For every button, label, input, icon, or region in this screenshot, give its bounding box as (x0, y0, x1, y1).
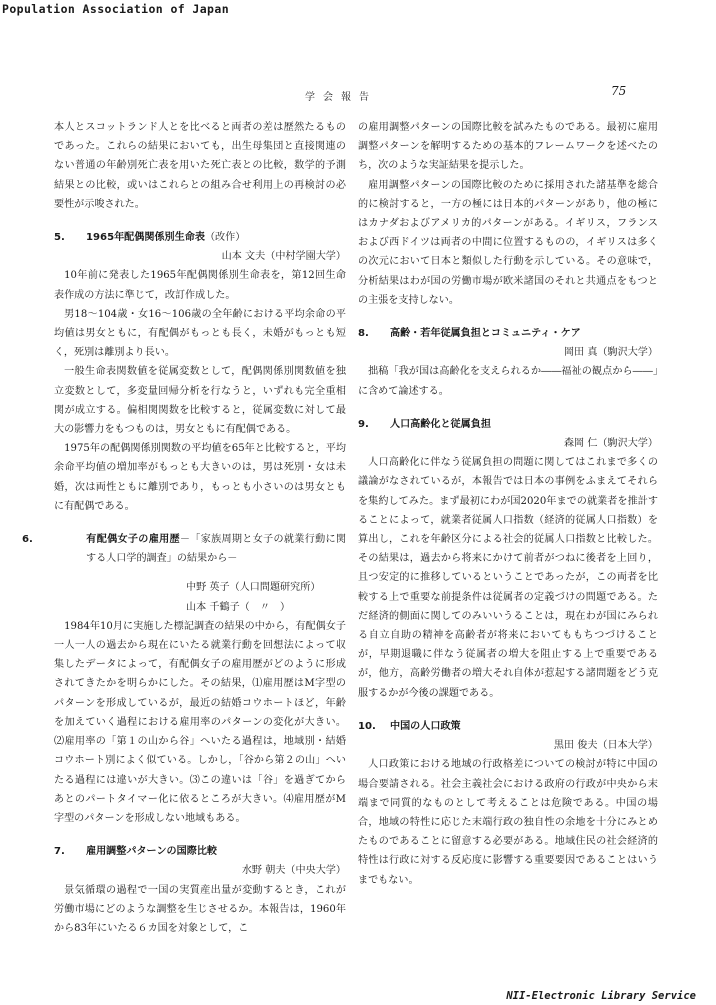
section-7-continued-paragraph: の雇用調整パターンの国際比較を試みたものである。最初に雇用調整パターンを解明するための基本的フレームワークを述べたのち，次のような実証結果を提示した。 (358, 122, 658, 172)
section-7-number: 7. (54, 846, 65, 858)
section-7-continued-paragraph: 雇用調整パターンの国際比較のために採用された諸基準を総合的に検討すると，一方の極には日本的パターンがあり，他の極にはカナダおよびアメリカ的パターンがある。イギリス，フランスおよび西ドイツは両者の中間に位置するものの，イギリスは多くの次元において日本と類似した行動を示している。その意味で，分析結果はわが国の労働市場が欧米諸国のそれと共通点をもつとの主張を支持しない。 (358, 179, 658, 306)
section-8-number: 8. (358, 328, 369, 340)
section-5-title-sub: （改作） (204, 232, 246, 244)
section-5-author: 山本 文夫（中村学園大学） (221, 251, 346, 263)
section-6-author: 中野 英子（人口問題研究所） (186, 582, 321, 594)
section-5-heading (54, 228, 346, 247)
section-9-author: 森岡 仁（駒沢大学） (563, 438, 658, 450)
section-7-heading (54, 842, 346, 861)
section-5-paragraph: 一般生命表関数値を従属変数として，配偶関係別関数値を独立変数として，多変量回帰分析を行なうと，いずれも完全重相関が成立する。偏相関関数を比較すると，従属変数に対して最大の影響力をもつものは，男女ともに有配偶である。 (54, 366, 346, 436)
section-8-paragraph: 拙稿「我が国は高齢化を支えられるか――福祉の観点から――」に含めて論述する。 (358, 366, 658, 397)
section-8-title: 高齢・若年従属負担とコミュニティ・ケア (390, 328, 581, 340)
running-title: 学会報告 (305, 92, 377, 103)
section-9-heading (358, 415, 658, 434)
section-5-number: 5. (54, 232, 65, 244)
section-6-author: 山本 千鶴子（ 〃 ） (186, 601, 291, 613)
section-6-title-cont: －「家族周期と女子の就業行動に関する人口学的調査」の結果から－ (86, 534, 346, 565)
section-7-author: 水野 朝夫（中央大学） (241, 865, 346, 877)
publisher-header: Population Association of Japan (2, 2, 230, 16)
section-6-heading (22, 530, 346, 568)
section-9-paragraph: 人口高齢化に伴なう従属負担の問題に関してはこれまで多くの議論がなされているが，本報告では日本の事例をふまえてそれらを集約してみた。まず最初にわが国2020年までの就業者を推計することによって，就業者従属人口指数（経済的従属人口指数）を算出し，これを年齢区分による社会的従属人口指数と比較した。その結果は，過去から将来にかけて前者がつねに後者を上回り，且つ安定的に推移しているということであったが，この両者を比較する上で重要な前提条件は従属者の定義づけの問題である。ただ経済的側面に関してのみいいうることは，現在わが国にみられる自立自助の精神を高齢者が将来においてももちつづけることが，早期退職に伴なう従属者の増大を阻止する上で重要であるが，他方，高齢労働者の増大それ自体が惹起する諸問題をどう克服するかが今後の課題である。 (358, 457, 658, 699)
section-7-paragraph: 景気循環の過程で一国の実質産出量が変動するとき，これが労働市場にどのような調整を生じさせるか。本報告は，1960年から83年にいたる６カ国を対象として，こ (54, 884, 346, 934)
footer-service: NII-Electronic Library Service (506, 990, 696, 1002)
right-column (358, 118, 658, 890)
section-10-author: 黒田 俊夫（日本大学） (553, 740, 658, 752)
section-7-title: 雇用調整パターンの国際比較 (86, 846, 218, 858)
section-6-title: 有配偶女子の雇用歴 (86, 534, 180, 546)
section-8-heading (358, 324, 658, 343)
section-10-paragraph: 人口政策における地域の行政格差についての検討が特に中国の場合要請される。社会主義社会における政府の行政が中央から末端まで同質的なものとして考えることは危険である。中国の場合，地域の特性に応じた末端行政の独自性の余地を十分にみとめたものであることに留意する必要がある。地域住民の社会経済的特性は行政に対する反応度に影響する重要要因であることはいうまでもない。 (358, 759, 658, 886)
section-9-number: 9. (358, 418, 369, 430)
left-column (22, 118, 346, 938)
section-6-number: 6. (22, 534, 33, 546)
intro-paragraph: 本人とスコットランド人とを比べると両者の差は歴然たるものであった。これらの結果においても，出生母集団と直接関連のない普通の年齢別死亡表を用いた死亡表との比較，数学的予測結果との比較，或いはこれらとの組み合せ利用上の再検討の必要性が示唆された。 (54, 122, 346, 210)
section-8-author: 岡田 真（駒沢大学） (563, 347, 658, 359)
section-5-paragraph: 10年前に発表した1965年配偶関係別生命表を，第12回生命表作成の方法に準じて，改訂作成した。 (54, 270, 346, 301)
section-10-number: 10. (358, 720, 376, 732)
section-5-paragraph: 男18～104歳・女16～106歳の全年齢における平均余命の平均値は男女ともに，有配偶がもっとも長く，未婚がもっとも短く，死別は離別より長い。 (54, 308, 346, 359)
section-9-title: 人口高齢化と従属負担 (390, 418, 491, 430)
section-5-paragraph: 1975年の配偶関係別関数の平均値を65年と比較すると，平均余命平均値の増加率がもっとも大きいのは，男は死別・女は未婚，次は両性ともに離別であり，もっとも小さいのは男女ともに有配偶である。 (54, 443, 346, 512)
page-number: 75 (611, 84, 627, 98)
section-6-paragraph: 1984年10月に実施した標記調査の結果の中から，有配偶女子一人一人の過去から現在にいたる就業行動を回想法によって収集したデータによって，有配偶女子の雇用歴がどのように形成されてきたかを明らかにした。その結果，⑴雇用歴はM字型のパターンを形成しているが，最近の結婚コウホートほど，年齢を加えていく過程における雇用率のパターンの変化が大きい。⑵雇用率の「第１の山から谷」へいたる過程は，地域別・結婚コウホート別によく似ている。しかし，「谷から第２の山」へいたる過程には違いが大きい。⑶この違いは「谷」を過ぎてからあとのパートタイマー化に依るところが大きい。⑷雇用歴がM字型のパターンを形成しない地域もある。 (54, 620, 346, 824)
section-10-title: 中国の人口政策 (390, 720, 461, 732)
section-10-heading (358, 717, 658, 736)
section-5-title: 1965年配偶関係別生命表 (86, 232, 205, 244)
